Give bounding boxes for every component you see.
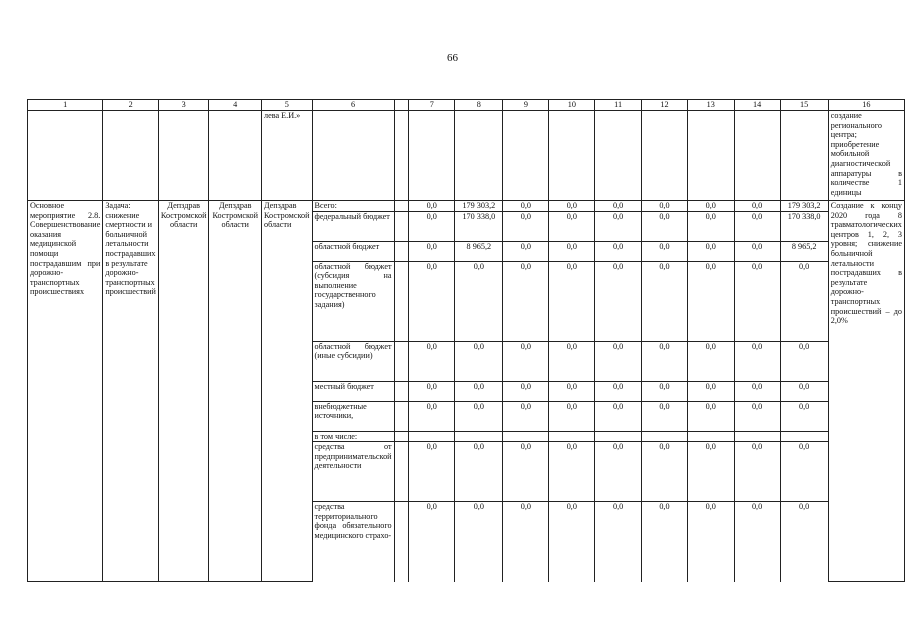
funding-source: внебюджетные источники,: [312, 401, 394, 431]
page-number: 66: [447, 52, 458, 64]
amount-cell: 0,0: [641, 211, 687, 241]
amount-cell: [641, 431, 687, 442]
col-header: 12: [641, 100, 687, 111]
col-header: 3: [158, 100, 209, 111]
amount-cell: 0,0: [687, 502, 734, 582]
amount-cell: 0,0: [455, 381, 503, 401]
col-header: 9: [503, 100, 549, 111]
amount-cell: 0,0: [641, 502, 687, 582]
amount-cell: [687, 431, 734, 442]
col-header: 6: [312, 100, 394, 111]
amount-cell: 0,0: [409, 211, 455, 241]
amount-cell: 0,0: [549, 442, 595, 502]
amount-cell: 0,0: [641, 442, 687, 502]
amount-cell: 0,0: [595, 502, 642, 582]
amount-cell: [734, 431, 780, 442]
col-header: 1: [28, 100, 103, 111]
amount-cell: 0,0: [503, 502, 549, 582]
amount-cell: 0,0: [595, 201, 642, 212]
amount-cell: 0,0: [549, 261, 595, 341]
amount-cell: 0,0: [641, 241, 687, 261]
amount-cell: 0,0: [409, 401, 455, 431]
funding-source: областной бюджет: [312, 241, 394, 261]
amount-cell: 0,0: [734, 401, 780, 431]
column-number-header: [28, 100, 905, 111]
col-header: 5: [261, 100, 312, 111]
amount-cell: 0,0: [687, 381, 734, 401]
amount-cell: 0,0: [780, 502, 828, 582]
cont-responsible: лева Е.И.»: [261, 111, 312, 201]
col-header: 8: [455, 100, 503, 111]
amount-cell: 0,0: [409, 502, 455, 582]
amount-cell: 0,0: [455, 401, 503, 431]
amount-cell: 0,0: [687, 241, 734, 261]
funding-source: местный бюджет: [312, 381, 394, 401]
amount-cell: 0,0: [687, 401, 734, 431]
amount-cell: 0,0: [780, 341, 828, 381]
funding-source: средства от предпринимательской деятельности: [312, 442, 394, 502]
amount-cell: 0,0: [549, 381, 595, 401]
continuation-row: [28, 111, 905, 201]
blank-cell: [394, 442, 409, 502]
amount-cell: 0,0: [687, 341, 734, 381]
amount-cell: 0,0: [687, 442, 734, 502]
amount-cell: 0,0: [549, 211, 595, 241]
blank-cell: [394, 201, 409, 212]
blank-cell: [394, 211, 409, 241]
executor: Депздрав Костромской области: [158, 201, 209, 582]
col-header: 15: [780, 100, 828, 111]
program-table: [27, 99, 905, 582]
amount-cell: 0,0: [734, 341, 780, 381]
col-header: 16: [828, 100, 904, 111]
amount-cell: 0,0: [595, 261, 642, 341]
task-description: Задача: снижение смертности и больничной летальности пострадавших в результате дорожно-транспортных происшествий: [103, 201, 159, 582]
funding-source: в том числе:: [312, 431, 394, 442]
blank-cell: [394, 341, 409, 381]
col-header: 13: [687, 100, 734, 111]
col-header: 7: [409, 100, 455, 111]
measure-name: Основное мероприятие 2.8. Совершенствование оказания медицинской помощи пострадавшим при дорожно-транспортных происшествиях: [28, 201, 103, 582]
amount-cell: 0,0: [409, 261, 455, 341]
col-header: 4: [209, 100, 262, 111]
col-header: 2: [103, 100, 159, 111]
amount-cell: 0,0: [734, 502, 780, 582]
col-header: 14: [734, 100, 780, 111]
amount-cell: 0,0: [687, 211, 734, 241]
amount-cell: 0,0: [503, 261, 549, 341]
amount-cell: [409, 431, 455, 442]
amount-cell: 0,0: [503, 241, 549, 261]
amount-cell: 0,0: [503, 341, 549, 381]
amount-cell: 8 965,2: [780, 241, 828, 261]
amount-cell: 0,0: [595, 341, 642, 381]
blank-cell: [394, 381, 409, 401]
amount-cell: 0,0: [641, 201, 687, 212]
blank-cell: [394, 502, 409, 582]
amount-cell: 0,0: [549, 502, 595, 582]
amount-cell: 179 303,2: [780, 201, 828, 212]
amount-cell: 0,0: [503, 381, 549, 401]
amount-cell: 0,0: [780, 442, 828, 502]
amount-cell: 170 338,0: [455, 211, 503, 241]
amount-cell: 0,0: [549, 341, 595, 381]
amount-cell: 0,0: [409, 341, 455, 381]
blank-cell: [394, 261, 409, 341]
amount-cell: 0,0: [734, 201, 780, 212]
amount-cell: 0,0: [455, 341, 503, 381]
amount-cell: 0,0: [734, 241, 780, 261]
amount-cell: 0,0: [503, 401, 549, 431]
amount-cell: 0,0: [734, 442, 780, 502]
amount-cell: 0,0: [641, 261, 687, 341]
funding-source: средства территориального фонда обязательного медицинского страхо-: [312, 502, 394, 582]
amount-cell: 0,0: [734, 211, 780, 241]
funding-row: [28, 201, 905, 212]
blank-cell: [394, 241, 409, 261]
funding-source: федеральный бюджет: [312, 211, 394, 241]
amount-cell: 0,0: [549, 241, 595, 261]
amount-cell: 0,0: [455, 442, 503, 502]
amount-cell: 0,0: [409, 201, 455, 212]
amount-cell: 179 303,2: [455, 201, 503, 212]
amount-cell: 0,0: [595, 381, 642, 401]
amount-cell: 0,0: [780, 381, 828, 401]
responsible: Депздрав Костромской области: [261, 201, 312, 582]
amount-cell: 0,0: [503, 211, 549, 241]
amount-cell: [549, 431, 595, 442]
amount-cell: 0,0: [455, 261, 503, 341]
amount-cell: 0,0: [549, 401, 595, 431]
amount-cell: 0,0: [734, 381, 780, 401]
amount-cell: 0,0: [734, 261, 780, 341]
amount-cell: 0,0: [641, 341, 687, 381]
amount-cell: 8 965,2: [455, 241, 503, 261]
col-header: [394, 100, 409, 111]
funding-source: областной бюджет (иные субсидии): [312, 341, 394, 381]
amount-cell: 0,0: [503, 442, 549, 502]
amount-cell: 0,0: [687, 261, 734, 341]
amount-cell: 0,0: [549, 201, 595, 212]
amount-cell: 0,0: [409, 241, 455, 261]
amount-cell: 0,0: [409, 381, 455, 401]
amount-cell: 0,0: [409, 442, 455, 502]
amount-cell: 0,0: [780, 401, 828, 431]
coexecutor: Депздрав Костромской области: [209, 201, 262, 582]
amount-cell: 0,0: [595, 241, 642, 261]
amount-cell: 0,0: [641, 381, 687, 401]
amount-cell: 0,0: [780, 261, 828, 341]
amount-cell: 0,0: [503, 201, 549, 212]
col-header: 10: [549, 100, 595, 111]
col-header: 11: [595, 100, 642, 111]
amount-cell: [455, 431, 503, 442]
amount-cell: 0,0: [641, 401, 687, 431]
amount-cell: 0,0: [687, 201, 734, 212]
expected-result: Создание к концу 2020 года 8 травматологических центров 1, 2, 3 уровня; снижение больничной летальности пострадавших в результате дорожно-транспортных происшествий – до 2,0%: [828, 201, 904, 582]
cont-result: создание регионального центра; приобретение мобильной диагностической аппаратуры в количестве 1 единицы: [828, 111, 904, 201]
funding-source: областной бюджет (субсидия на выполнение государственного задания): [312, 261, 394, 341]
amount-cell: 170 338,0: [780, 211, 828, 241]
amount-cell: 0,0: [595, 401, 642, 431]
amount-cell: 0,0: [595, 211, 642, 241]
blank-cell: [394, 431, 409, 442]
amount-cell: [595, 431, 642, 442]
amount-cell: [780, 431, 828, 442]
amount-cell: 0,0: [455, 502, 503, 582]
funding-source: Всего:: [312, 201, 394, 212]
blank-cell: [394, 401, 409, 431]
amount-cell: [503, 431, 549, 442]
amount-cell: 0,0: [595, 442, 642, 502]
